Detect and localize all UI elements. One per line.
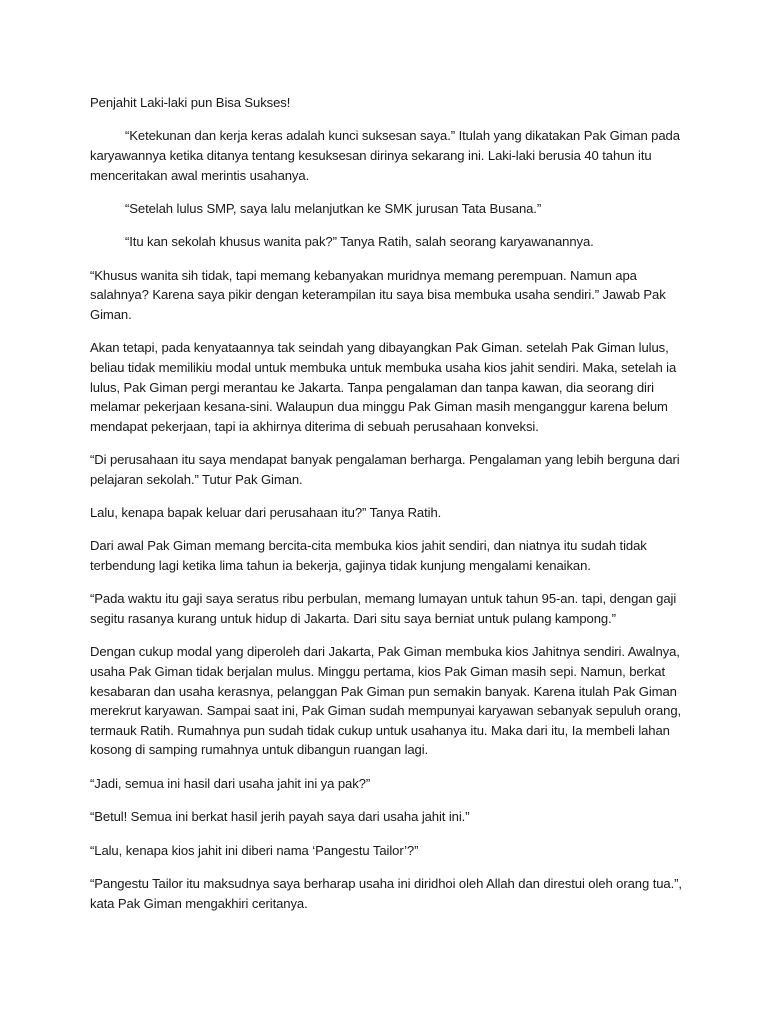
document-title: Penjahit Laki-laki pun Bisa Sukses! — [90, 95, 291, 110]
paragraph: “Setelah lulus SMP, saya lalu melanjutkan ke SMK jurusan Tata Busana.” — [125, 200, 542, 216]
paragraph: “Itu kan sekolah khusus wanita pak?” Tanya Ratih, salah seorang karyawanannya. — [125, 234, 594, 250]
paragraph: “Ketekunan dan kerja keras adalah kunci suksesan saya.” Itulah yang dikatakan Pak Giman pada karyawannya ketika ditanya tentang kesuksesan dirinya sekarang ini. Laki-laki berusia 40 tahun itu menceritakan awal merintis usahanya. — [90, 128, 680, 183]
paragraph: “Lalu, kenapa kios jahit ini diberi nama ‘Pangestu Tailor’?” — [90, 842, 419, 858]
document-body — [90, 93, 688, 927]
paragraph: “Di perusahaan itu saya mendapat banyak pengalaman berharga. Pengalaman yang lebih berguna dari pelajaran sekolah.” Tutur Pak Giman. — [90, 452, 680, 487]
paragraph: “Jadi, semua ini hasil dari usaha jahit ini ya pak?” — [90, 775, 371, 791]
paragraph: “Khusus wanita sih tidak, tapi memang kebanyakan muridnya memang perempuan. Namun apa salahnya? Karena saya pikir dengan keterampilan itu saya bisa membuka usaha sendiri.” Jawab Pak Giman. — [90, 267, 666, 322]
paragraph: “Pada waktu itu gaji saya seratus ribu perbulan, memang lumayan untuk tahun 95-an. tapi, dengan gaji segitu rasanya kurang untuk hidup di Jakarta. Dari situ saya berniat untuk pulang kampong.” — [90, 591, 677, 627]
paragraph: Akan tetapi, pada kenyataannya tak seindah yang dibayangkan Pak Giman. setelah Pak Giman lulus, beliau tidak memilikiu modal untuk membuka untuk membuka usaha kios jahit sendiri. Maka, setelah ia lulus, Pak Giman pergi merantau ke Jakarta. Tanpa pengalaman dan tanpa kawan, dia seorang diri melamar pekerjaan kesana-sini. Walaupun dua minggu Pak Giman masih menganggur karena belum mendapat pekerjaan, tapi ia akhirnya diterima di sebuah perusahaan konveksi. — [90, 340, 677, 434]
paragraph: “Betul! Semua ini berkat hasil jerih payah saya dari usaha jahit ini.” — [90, 809, 470, 825]
paragraph: “Pangestu Tailor itu maksudnya saya berharap usaha ini diridhoi oleh Allah dan direstui oleh orang tua.”, kata Pak Giman mengakhiri ceritanya. — [90, 875, 682, 911]
paragraph: Lalu, kenapa bapak keluar dari perusahaan itu?” Tanya Ratih. — [90, 505, 442, 521]
paragraph: Dengan cukup modal yang diperoleh dari Jakarta, Pak Giman membuka kios Jahitnya sendiri. Awalnya, usaha Pak Giman tidak berjalan mulus. Minggu pertama, kios Pak Giman masih sepi. Namun, berkat kesabaran dan usaha kerasnya, pelanggan Pak Giman pun semakin banyak. Karena itulah Pak Giman merekrut karyawan. Sampai saat ini, Pak Giman sudah mempunyai karyawan sebanyak sepuluh orang, termauk Ratih. Rumahnya pun sudah tidak cukup untuk usahanya itu. Maka dari itu, Ia membeli lahan kosong di samping rumahnya untuk dibangun ruangan lagi. — [90, 644, 682, 758]
paragraph: Dari awal Pak Giman memang bercita-cita membuka kios jahit sendiri, dan niatnya itu sudah tidak terbendung lagi ketika lima tahun ia bekerja, gajinya tidak kunjung mengalami kenaikan. — [90, 538, 647, 574]
